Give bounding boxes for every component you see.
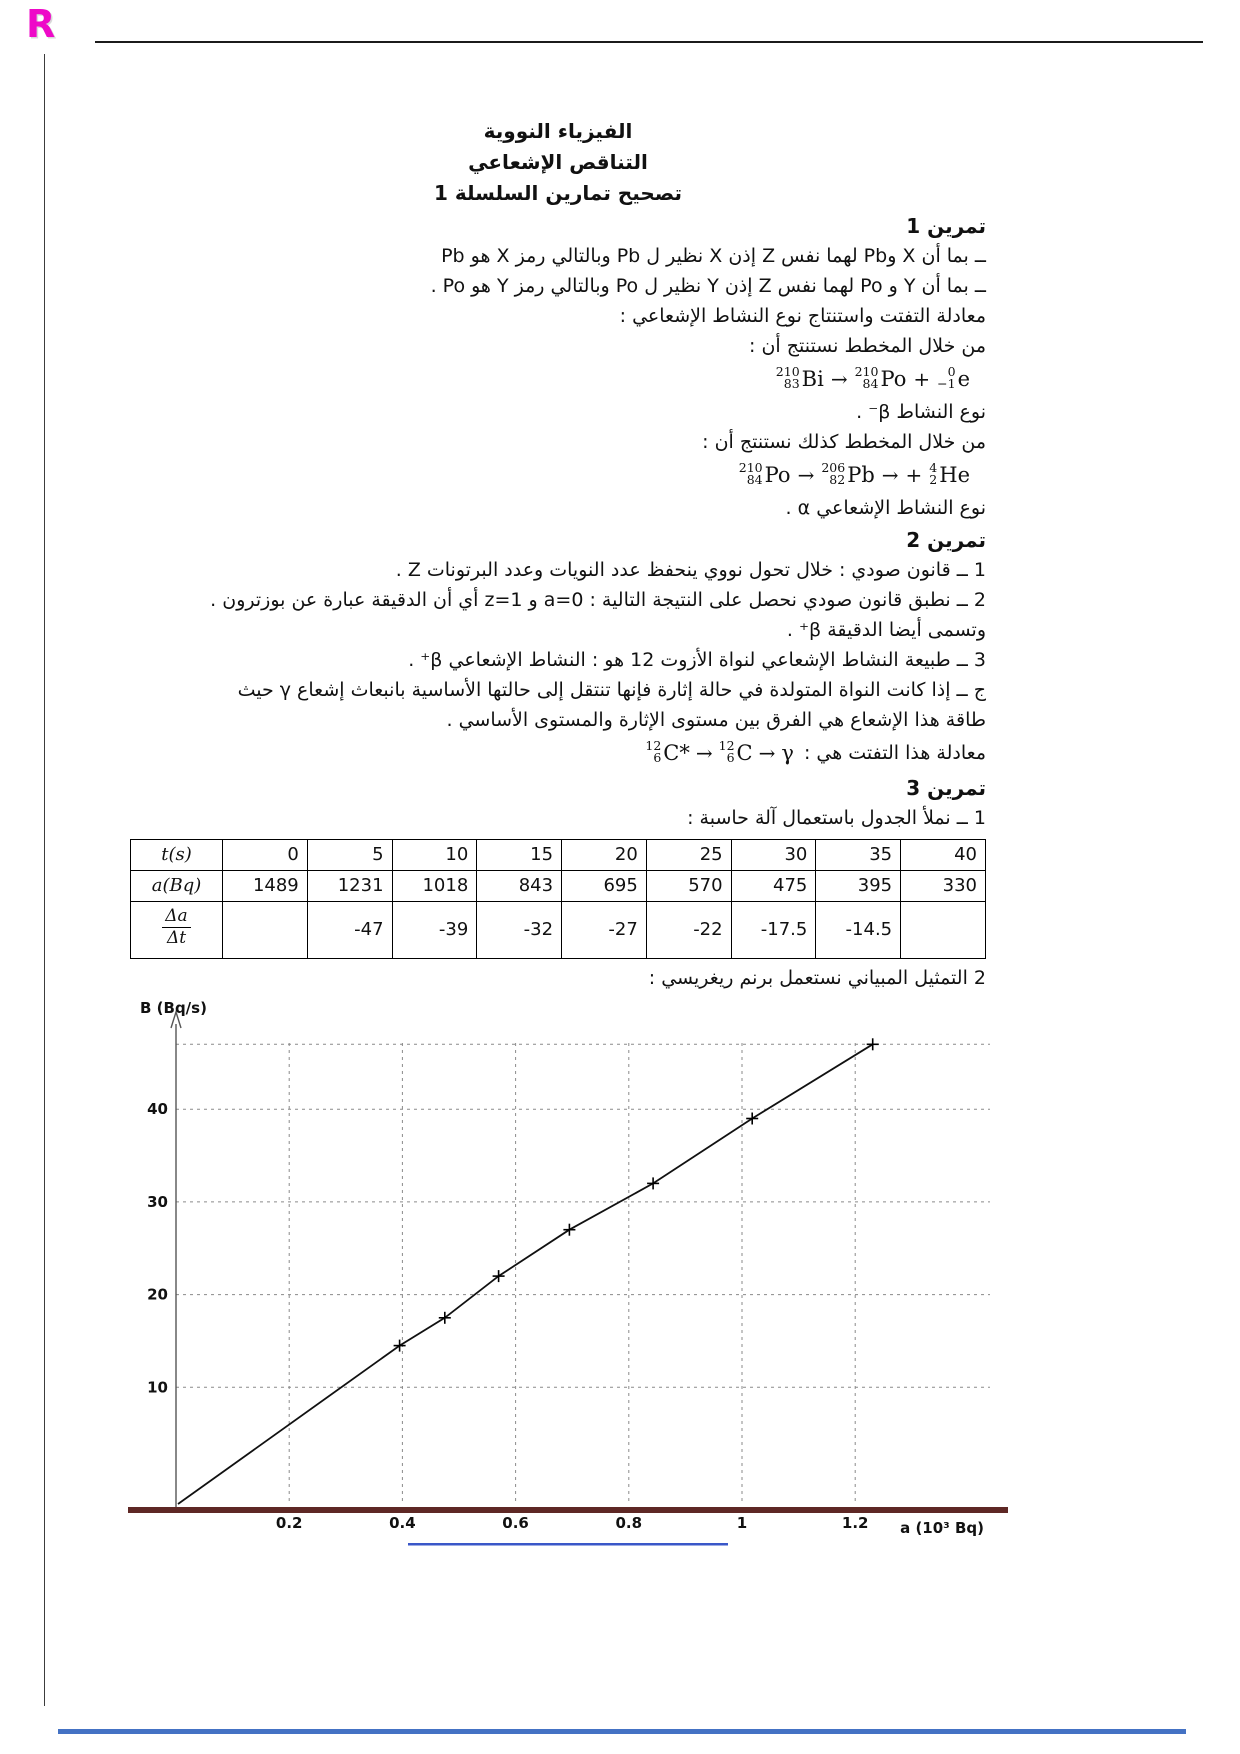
nuclide-he-4 [929, 460, 970, 487]
table-cell: -47 [307, 902, 392, 959]
nuclide-po-210 [738, 460, 791, 487]
element-symbol: Po [764, 462, 791, 487]
ex3-line-graph-intro: 2 التمثيل المبياني نستعمل برنم ريغريسي : [648, 967, 986, 989]
exercise1-heading: تمرين 1 [906, 214, 986, 238]
exercise3-heading: تمرين 3 [906, 776, 986, 800]
top-divider [95, 41, 1203, 43]
arrow-icon: → [881, 463, 899, 487]
atomic-number: 2 [929, 472, 938, 487]
mass-atomic-stack [719, 740, 735, 764]
atomic-number: −1 [937, 376, 956, 391]
ex2-line-nitrogen: 3 ــ طبيعة النشاط الإشعاعي لنواة الأزوت 12 هو : النشاط الإشعاعي β⁺ . [408, 649, 986, 671]
gamma-equation [645, 738, 794, 768]
mass-number: 210 [775, 364, 800, 379]
table-row-time [131, 840, 986, 871]
doc-title-topic: التناقص الإشعاعي [468, 150, 648, 174]
table-cell: -32 [477, 902, 562, 959]
doc-title-series: تصحيح تمارين السلسلة 1 [434, 181, 682, 205]
mass-atomic-stack [929, 462, 937, 486]
table-cell: 1231 [307, 871, 392, 902]
doc-title-subject: الفيزياء النووية [483, 119, 633, 143]
decay-equation-bi210 [130, 361, 986, 397]
link-underline [408, 1543, 728, 1546]
row-header-time: t(s) [131, 840, 223, 871]
element-symbol: He [939, 462, 970, 487]
y-tick-label: 20 [147, 1285, 168, 1304]
nuclide-pb-206 [821, 460, 875, 487]
x-tick-label: 1.2 [841, 1514, 869, 1532]
nuclide-c12 [718, 738, 753, 765]
document-body [130, 116, 986, 1568]
ex1-line-isotope-y: ــ بما أن Y و Po لهما نفس Z إذن Y نظير ل Po وبالتالي رمز Y هو Po . [430, 275, 986, 297]
element-symbol: Pb [847, 462, 875, 487]
atomic-number: 82 [829, 472, 846, 487]
table-cell: 10 [392, 840, 477, 871]
arrow-icon: → [830, 367, 848, 391]
plus-sign: + [913, 367, 931, 391]
mass-atomic-stack [821, 462, 845, 486]
nuclide-bi-210 [775, 364, 824, 391]
ex2-line-apply-law: 2 ــ نطبق قانون صودي نحصل على النتيجة التالية : a=0 و z=1 أي أن الدقيقة عبارة عن بوزترون . [210, 589, 986, 611]
row-header-activity: a(Bq) [131, 871, 223, 902]
y-tick-label: 40 [147, 1100, 168, 1119]
mass-atomic-stack [645, 740, 661, 764]
left-page-border [44, 54, 45, 1706]
atomic-number: 6 [726, 750, 735, 765]
x-axis-bar [128, 1507, 1008, 1513]
activity-rate-chart [128, 997, 1008, 1559]
element-symbol: C [736, 740, 753, 765]
site-logo: R [26, 2, 56, 46]
data-series-line [178, 1044, 873, 1504]
table-cell: -22 [646, 902, 731, 959]
arrow-icon: → [797, 463, 815, 487]
atomic-number: 83 [783, 376, 800, 391]
table-cell: 1018 [392, 871, 477, 902]
element-symbol: e [957, 366, 970, 391]
ex1-line-from-diagram: من خلال المخطط نستنتج أن : [749, 335, 986, 357]
table-cell: -17.5 [731, 902, 816, 959]
table-cell: 1489 [223, 871, 308, 902]
atomic-number: 84 [862, 376, 879, 391]
element-symbol: Po [880, 366, 907, 391]
ex1-line-alpha-type: نوع النشاط الإشعاعي α . [785, 497, 986, 519]
mass-number: 210 [738, 460, 763, 475]
mass-atomic-stack [739, 462, 763, 486]
chart-area [128, 997, 1008, 1568]
table-cell [223, 902, 308, 959]
delta-fraction [162, 907, 190, 949]
ex2-line-energy: طاقة هذا الإشعاع هي الفرق بين مستوى الإثارة والمستوى الأساسي . [446, 709, 986, 731]
mass-atomic-stack [937, 366, 955, 390]
table-cell [901, 902, 986, 959]
footer-divider [58, 1729, 1186, 1734]
table-cell: 40 [901, 840, 986, 871]
table-cell: -27 [562, 902, 647, 959]
y-tick-label: 10 [147, 1378, 168, 1397]
ex1-line-equation-intro: معادلة التفتت واستنتاج نوع النشاط الإشعاعي : [619, 305, 986, 327]
table-row-activity [131, 871, 986, 902]
nuclide-po-210 [854, 364, 907, 391]
ex2-line-excited-state: ج ــ إذا كانت النواة المتولدة في حالة إثارة فإنها تنتقل إلى حالتها الأساسية بانبعاث إشعاع γ حيث [237, 679, 986, 701]
table-cell: 843 [477, 871, 562, 902]
table-cell: 20 [562, 840, 647, 871]
fraction-denominator: Δt [166, 928, 187, 949]
element-symbol: Bi [801, 366, 824, 391]
x-tick-label: 0.6 [502, 1514, 529, 1532]
table-cell: -39 [392, 902, 477, 959]
nuclide-electron [937, 364, 970, 391]
fraction-numerator: Δa [162, 907, 190, 929]
gamma-symbol: γ [781, 740, 794, 765]
table-cell: 570 [646, 871, 731, 902]
plus-sign: + [905, 463, 923, 487]
table-cell: 30 [731, 840, 816, 871]
mass-number: 4 [929, 460, 938, 475]
atomic-number: 84 [746, 472, 763, 487]
equation-label: معادلة هذا التفتت هي : [803, 742, 986, 764]
table-cell: 15 [477, 840, 562, 871]
ex1-line-beta-type: نوع النشاط β⁻ . [856, 401, 986, 423]
arrow-icon: → [695, 741, 713, 765]
table-row-rate [131, 902, 986, 959]
element-symbol: C* [663, 740, 690, 765]
nuclide-c12-excited [645, 738, 690, 765]
x-tick-label: 0.8 [615, 1514, 643, 1532]
ex2-line-soddy-law: 1 ــ قانون صودي : خلال تحول نووي ينحفظ عدد النويات وعدد البرتونات Z . [395, 559, 986, 581]
atomic-number: 6 [653, 750, 662, 765]
mass-number: 206 [821, 460, 846, 475]
mass-number: 0 [947, 364, 956, 379]
mass-atomic-stack [776, 366, 800, 390]
table-cell: 395 [816, 871, 901, 902]
exercise2-heading: تمرين 2 [906, 528, 986, 552]
ex2-line-positron: وتسمى أيضا الدقيقة β⁺ . [786, 619, 986, 641]
ex1-line-from-diagram2: من خلال المخطط كذلك نستنتج أن : [702, 431, 986, 453]
table-cell: -14.5 [816, 902, 901, 959]
activity-data-table [130, 839, 986, 959]
row-header-rate [131, 902, 223, 959]
table-cell: 35 [816, 840, 901, 871]
x-tick-label: 0.2 [275, 1514, 303, 1532]
x-tick-label: 0.4 [389, 1514, 416, 1532]
table-cell: 0 [223, 840, 308, 871]
table-cell: 5 [307, 840, 392, 871]
ex3-line-fill-table: 1 ــ نملأ الجدول باستعمال آلة حاسبة : [687, 807, 986, 829]
mass-number: 12 [645, 738, 662, 753]
mass-number: 210 [854, 364, 879, 379]
gamma-equation-line [130, 735, 986, 771]
y-tick-label: 30 [147, 1192, 168, 1211]
arrow-icon: → [758, 741, 776, 765]
mass-atomic-stack [855, 366, 879, 390]
x-axis-title: a (10³ Bq) [900, 1519, 984, 1537]
decay-equation-po210 [130, 457, 986, 493]
table-cell: 330 [901, 871, 986, 902]
table-cell: 695 [562, 871, 647, 902]
mass-number: 12 [718, 738, 735, 753]
ex1-line-isotope-x: ــ بما أن X وPb لهما نفس Z إذن X نظير ل Pb وبالتالي رمز X هو Pb [441, 245, 986, 267]
y-axis-title: B (Bq/s) [140, 999, 207, 1017]
table-cell: 475 [731, 871, 816, 902]
x-tick-label: 1 [736, 1514, 748, 1532]
table-cell: 25 [646, 840, 731, 871]
